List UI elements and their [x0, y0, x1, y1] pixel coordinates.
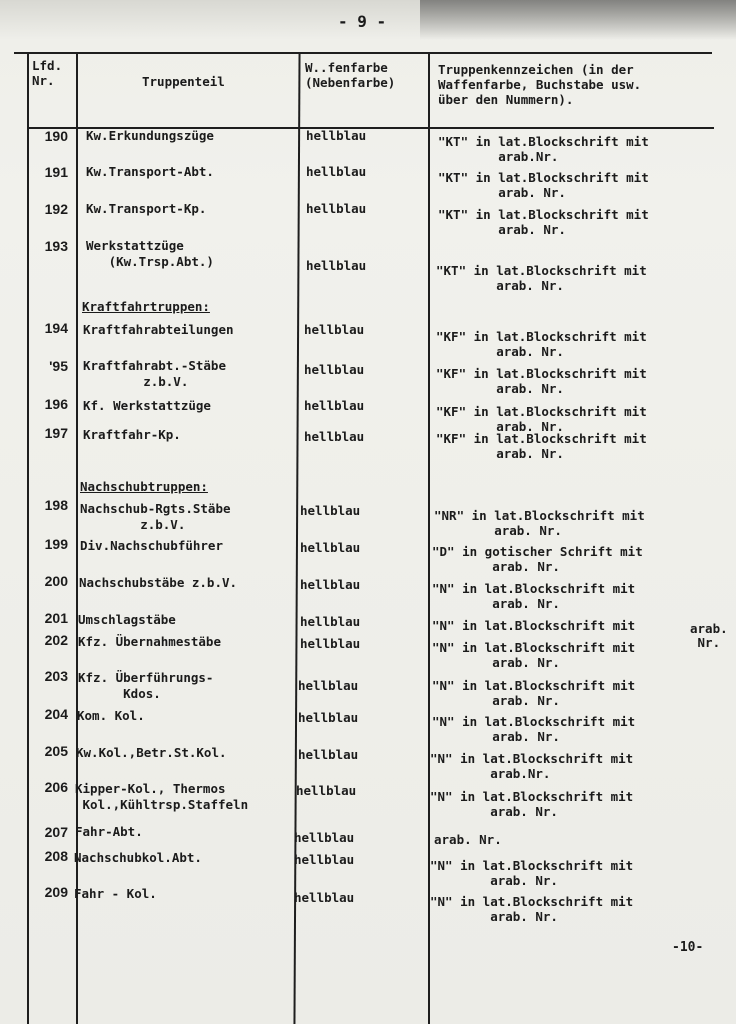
- unit-marking: "KF" in lat.Blockschrift mit arab. Nr.: [436, 329, 647, 359]
- branch-color: hellblau: [304, 429, 365, 444]
- branch-color: hellblau: [298, 747, 359, 762]
- row-number: 196: [44, 396, 68, 412]
- row-number: 199: [44, 536, 68, 552]
- unit-marking: "KT" in lat.Blockschrift mit arab.Nr.: [438, 134, 649, 164]
- unit-name: Fahr-Abt.: [75, 824, 143, 839]
- row-number: 205: [44, 743, 68, 759]
- row-number: 194: [44, 320, 68, 336]
- branch-color: hellblau: [306, 128, 367, 143]
- unit-marking: "KT" in lat.Blockschrift mit arab. Nr.: [438, 207, 649, 237]
- unit-marking: "N" in lat.Blockschrift mit arab. Nr.: [430, 858, 634, 888]
- unit-name: Kw.Erkundungszüge: [86, 128, 214, 143]
- unit-marking: "N" in lat.Blockschrift mit arab. Nr.: [430, 789, 634, 819]
- unit-name: Kraftfahrabt.-Stäbe z.b.V.: [83, 358, 226, 389]
- unit-name: Werkstattzüge (Kw.Trsp.Abt.): [86, 238, 214, 269]
- unit-name: Kf. Werkstattzüge: [83, 398, 211, 413]
- unit-marking: "KF" in lat.Blockschrift mit arab. Nr.: [436, 366, 647, 396]
- branch-color: hellblau: [300, 636, 361, 651]
- section-title: Kraftfahrtruppen:: [82, 299, 210, 314]
- unit-marking: "N" in lat.Blockschrift mit arab. Nr.: [430, 894, 634, 924]
- header-truppenteil: Truppenteil: [142, 74, 225, 89]
- unit-marking: arab. Nr.: [434, 832, 502, 847]
- header-lfd-nr: Lfd. Nr.: [32, 58, 63, 88]
- column-rule-2: [76, 52, 78, 1024]
- unit-marking: "NR" in lat.Blockschrift mit arab. Nr.: [434, 508, 645, 538]
- header-truppenkennzeichen: Truppenkennzeichen (in der Waffenfarbe, Buchstabe usw. über den Nummern).: [438, 62, 642, 107]
- row-number: 208: [44, 848, 68, 864]
- unit-marking: "N" in lat.Blockschrift mit arab. Nr.: [432, 678, 636, 708]
- unit-name: Fahr - Kol.: [74, 886, 157, 901]
- row-number: 209: [44, 884, 68, 900]
- unit-name: Kfz. Überführungs- Kdos.: [78, 670, 214, 701]
- branch-color: hellblau: [300, 577, 361, 592]
- row-number: 191: [44, 164, 68, 180]
- row-number: 207: [44, 824, 68, 840]
- unit-marking: "N" in lat.Blockschrift mit arab. Nr.: [432, 714, 636, 744]
- unit-marking: "N" in lat.Blockschrift mit arab. Nr.: [432, 581, 636, 611]
- unit-name: Kw.Kol.,Betr.St.Kol.: [76, 745, 227, 760]
- branch-color: hellblau: [298, 710, 359, 725]
- branch-color: hellblau: [304, 362, 365, 377]
- unit-name: Umschlagstäbe: [78, 612, 176, 627]
- unit-marking: "KT" in lat.Blockschrift mit arab. Nr.: [436, 263, 647, 293]
- unit-name: Kom. Kol.: [77, 708, 145, 723]
- unit-name: Nachschubstäbe z.b.V.: [79, 575, 238, 590]
- unit-name: Div.Nachschubführer: [80, 538, 223, 553]
- unit-marking: "N" in lat.Blockschrift mit: [432, 618, 636, 633]
- row-number: 204: [44, 706, 68, 722]
- branch-color: hellblau: [300, 503, 361, 518]
- branch-color: hellblau: [306, 164, 367, 179]
- page-number: - 9 -: [338, 12, 387, 31]
- row-number: 202: [44, 632, 68, 648]
- branch-color: hellblau: [298, 678, 359, 693]
- row-number: 193: [44, 238, 68, 254]
- row-number: '95: [49, 358, 68, 374]
- branch-color: hellblau: [304, 398, 365, 413]
- header-waffenfarbe: W..fenfarbe (Nebenfarbe): [305, 60, 396, 90]
- branch-color: hellblau: [300, 540, 361, 555]
- unit-name: Kw.Transport-Abt.: [86, 164, 214, 179]
- unit-name: Kfz. Übernahmestäbe: [78, 634, 221, 649]
- row-number: 192: [44, 201, 68, 217]
- unit-marking: "KF" in lat.Blockschrift mit arab. Nr.: [436, 431, 647, 461]
- unit-marking: "N" in lat.Blockschrift mit arab.Nr.: [430, 751, 634, 781]
- unit-name: Kraftfahr-Kp.: [83, 427, 181, 442]
- branch-color: hellblau: [306, 258, 367, 273]
- branch-color: hellblau: [304, 322, 365, 337]
- scan-shadow: [420, 0, 736, 40]
- row-number: 201: [44, 610, 68, 626]
- branch-color: hellblau: [294, 852, 355, 867]
- branch-color: hellblau: [306, 201, 367, 216]
- branch-color: hellblau: [300, 614, 361, 629]
- unit-name: Kipper-Kol., Thermos Kol.,Kühltrsp.Staffeln: [75, 781, 249, 812]
- next-page-indicator: -10-: [672, 940, 704, 955]
- branch-color: hellblau: [294, 890, 355, 905]
- branch-color: hellblau: [294, 830, 355, 845]
- row-number: 206: [44, 779, 68, 795]
- unit-marking: "D" in gotischer Schrift mit arab. Nr.: [432, 544, 643, 574]
- section-title: Nachschubtruppen:: [80, 479, 208, 494]
- row-number: 190: [44, 128, 68, 144]
- row-number: 198: [44, 497, 68, 513]
- unit-marking: "KF" in lat.Blockschrift mit arab. Nr.: [436, 404, 647, 434]
- unit-marking: "KT" in lat.Blockschrift mit arab. Nr.: [438, 170, 649, 200]
- table-top-rule: [14, 52, 712, 54]
- unit-name: Nachschub-Rgts.Stäbe z.b.V.: [80, 501, 231, 532]
- unit-name: Kw.Transport-Kp.: [86, 201, 207, 216]
- unit-name: Nachschubkol.Abt.: [74, 850, 202, 865]
- row-number: 197: [44, 425, 68, 441]
- unit-marking: "N" in lat.Blockschrift mit arab. Nr.: [432, 640, 636, 670]
- unit-name: Kraftfahrabteilungen: [83, 322, 234, 337]
- margin-note: arab. Nr.: [690, 621, 728, 650]
- branch-color: hellblau: [296, 783, 357, 798]
- row-number: 200: [44, 573, 68, 589]
- row-number: 203: [44, 668, 68, 684]
